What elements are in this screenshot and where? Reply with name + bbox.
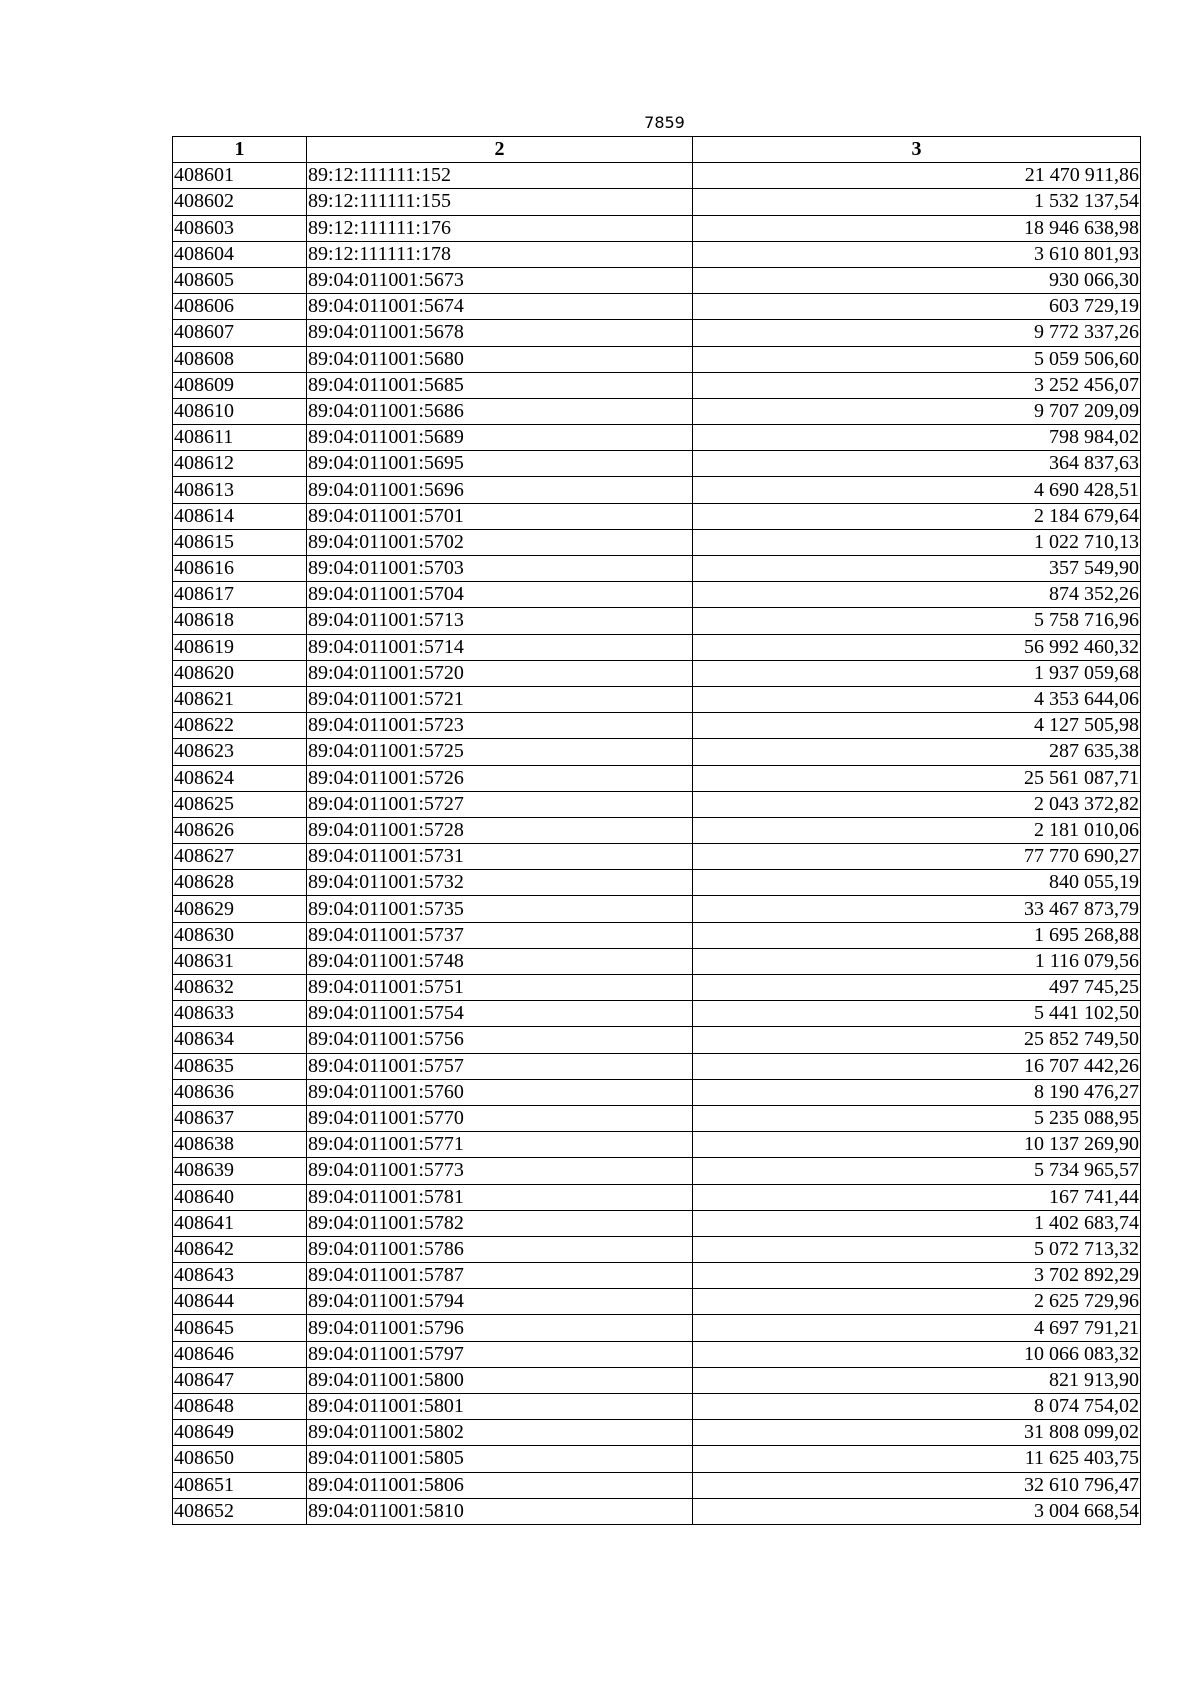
cadastral-number-cell: 89:04:011001:5781	[307, 1184, 693, 1210]
row-number-cell: 408605	[173, 267, 307, 293]
row-number-cell: 408607	[173, 320, 307, 346]
table-row	[173, 791, 1141, 817]
column-header-2: 2	[307, 137, 693, 163]
row-number-cell: 408618	[173, 608, 307, 634]
table-body	[173, 163, 1141, 1525]
cadastral-number-cell: 89:04:011001:5748	[307, 948, 693, 974]
value-cell: 2 625 729,96	[693, 1289, 1141, 1315]
value-cell: 2 043 372,82	[693, 791, 1141, 817]
cadastral-number-cell: 89:04:011001:5720	[307, 660, 693, 686]
value-cell: 21 470 911,86	[693, 163, 1141, 189]
table-row	[173, 975, 1141, 1001]
value-cell: 798 984,02	[693, 425, 1141, 451]
table-row	[173, 739, 1141, 765]
value-cell: 56 992 460,32	[693, 634, 1141, 660]
value-cell: 497 745,25	[693, 975, 1141, 1001]
cadastral-number-cell: 89:04:011001:5725	[307, 739, 693, 765]
row-number-cell: 408630	[173, 922, 307, 948]
table-row	[173, 503, 1141, 529]
value-cell: 4 353 644,06	[693, 686, 1141, 712]
row-number-cell: 408614	[173, 503, 307, 529]
value-cell: 357 549,90	[693, 556, 1141, 582]
cadastral-number-cell: 89:04:011001:5737	[307, 922, 693, 948]
cadastral-number-cell: 89:04:011001:5704	[307, 582, 693, 608]
page-number: 7859	[644, 113, 685, 132]
table-row	[173, 922, 1141, 948]
row-number-cell: 408635	[173, 1053, 307, 1079]
value-cell: 25 852 749,50	[693, 1027, 1141, 1053]
row-number-cell: 408651	[173, 1472, 307, 1498]
value-cell: 5 235 088,95	[693, 1105, 1141, 1131]
table-row	[173, 1027, 1141, 1053]
table-row	[173, 1446, 1141, 1472]
cadastral-number-cell: 89:04:011001:5794	[307, 1289, 693, 1315]
cadastral-number-cell: 89:04:011001:5735	[307, 896, 693, 922]
table-row	[173, 1158, 1141, 1184]
value-cell: 2 181 010,06	[693, 817, 1141, 843]
cadastral-number-cell: 89:04:011001:5802	[307, 1420, 693, 1446]
cadastral-number-cell: 89:04:011001:5723	[307, 713, 693, 739]
cadastral-number-cell: 89:04:011001:5797	[307, 1341, 693, 1367]
value-cell: 16 707 442,26	[693, 1053, 1141, 1079]
row-number-cell: 408616	[173, 556, 307, 582]
cadastral-number-cell: 89:04:011001:5810	[307, 1498, 693, 1524]
row-number-cell: 408631	[173, 948, 307, 974]
table-row	[173, 1079, 1141, 1105]
table-row	[173, 634, 1141, 660]
column-header-1: 1	[173, 137, 307, 163]
value-cell: 25 561 087,71	[693, 765, 1141, 791]
table-row	[173, 608, 1141, 634]
cadastral-number-cell: 89:04:011001:5714	[307, 634, 693, 660]
table-row	[173, 1236, 1141, 1262]
table-row	[173, 1289, 1141, 1315]
row-number-cell: 408606	[173, 294, 307, 320]
cadastral-number-cell: 89:04:011001:5673	[307, 267, 693, 293]
cadastral-number-cell: 89:04:011001:5800	[307, 1367, 693, 1393]
cadastral-number-cell: 89:04:011001:5685	[307, 372, 693, 398]
row-number-cell: 408601	[173, 163, 307, 189]
row-number-cell: 408602	[173, 189, 307, 215]
table-row	[173, 294, 1141, 320]
value-cell: 4 127 505,98	[693, 713, 1141, 739]
cadastral-number-cell: 89:04:011001:5770	[307, 1105, 693, 1131]
value-cell: 8 074 754,02	[693, 1394, 1141, 1420]
row-number-cell: 408636	[173, 1079, 307, 1105]
row-number-cell: 408603	[173, 215, 307, 241]
cadastral-number-cell: 89:04:011001:5754	[307, 1001, 693, 1027]
row-number-cell: 408641	[173, 1210, 307, 1236]
value-cell: 874 352,26	[693, 582, 1141, 608]
row-number-cell: 408608	[173, 346, 307, 372]
value-cell: 840 055,19	[693, 870, 1141, 896]
cadastral-number-cell: 89:04:011001:5713	[307, 608, 693, 634]
value-cell: 5 072 713,32	[693, 1236, 1141, 1262]
row-number-cell: 408642	[173, 1236, 307, 1262]
value-cell: 8 190 476,27	[693, 1079, 1141, 1105]
table-row	[173, 398, 1141, 424]
row-number-cell: 408652	[173, 1498, 307, 1524]
value-cell: 287 635,38	[693, 739, 1141, 765]
row-number-cell: 408622	[173, 713, 307, 739]
value-cell: 4 697 791,21	[693, 1315, 1141, 1341]
row-number-cell: 408611	[173, 425, 307, 451]
row-number-cell: 408617	[173, 582, 307, 608]
row-number-cell: 408638	[173, 1132, 307, 1158]
row-number-cell: 408620	[173, 660, 307, 686]
cadastral-number-cell: 89:04:011001:5805	[307, 1446, 693, 1472]
table-row	[173, 1210, 1141, 1236]
value-cell: 18 946 638,98	[693, 215, 1141, 241]
table-row	[173, 870, 1141, 896]
cadastral-number-cell: 89:04:011001:5686	[307, 398, 693, 424]
row-number-cell: 408644	[173, 1289, 307, 1315]
table-row	[173, 320, 1141, 346]
row-number-cell: 408623	[173, 739, 307, 765]
table-row	[173, 267, 1141, 293]
table-row	[173, 477, 1141, 503]
row-number-cell: 408609	[173, 372, 307, 398]
cadastral-number-cell: 89:04:011001:5757	[307, 1053, 693, 1079]
column-header-3: 3	[693, 137, 1141, 163]
value-cell: 3 610 801,93	[693, 241, 1141, 267]
cadastral-number-cell: 89:04:011001:5773	[307, 1158, 693, 1184]
value-cell: 10 066 083,32	[693, 1341, 1141, 1367]
value-cell: 5 059 506,60	[693, 346, 1141, 372]
table-row	[173, 1053, 1141, 1079]
value-cell: 10 137 269,90	[693, 1132, 1141, 1158]
cadastral-number-cell: 89:04:011001:5703	[307, 556, 693, 582]
cadastral-number-cell: 89:04:011001:5787	[307, 1263, 693, 1289]
cadastral-number-cell: 89:04:011001:5678	[307, 320, 693, 346]
table-row	[173, 686, 1141, 712]
value-cell: 1 937 059,68	[693, 660, 1141, 686]
value-cell: 77 770 690,27	[693, 844, 1141, 870]
header-row	[173, 137, 1141, 163]
row-number-cell: 408649	[173, 1420, 307, 1446]
cadastral-number-cell: 89:04:011001:5674	[307, 294, 693, 320]
value-cell: 32 610 796,47	[693, 1472, 1141, 1498]
value-cell: 3 252 456,07	[693, 372, 1141, 398]
row-number-cell: 408633	[173, 1001, 307, 1027]
table-row	[173, 451, 1141, 477]
cadastral-number-cell: 89:04:011001:5701	[307, 503, 693, 529]
cadastral-number-cell: 89:12:111111:178	[307, 241, 693, 267]
value-cell: 5 758 716,96	[693, 608, 1141, 634]
table-row	[173, 1394, 1141, 1420]
value-cell: 11 625 403,75	[693, 1446, 1141, 1472]
value-cell: 1 116 079,56	[693, 948, 1141, 974]
value-cell: 4 690 428,51	[693, 477, 1141, 503]
cadastral-number-cell: 89:04:011001:5702	[307, 529, 693, 555]
cadastral-number-cell: 89:04:011001:5680	[307, 346, 693, 372]
cadastral-number-cell: 89:04:011001:5806	[307, 1472, 693, 1498]
row-number-cell: 408627	[173, 844, 307, 870]
cadastral-number-cell: 89:04:011001:5696	[307, 477, 693, 503]
table-row	[173, 425, 1141, 451]
row-number-cell: 408610	[173, 398, 307, 424]
table-row	[173, 1472, 1141, 1498]
row-number-cell: 408637	[173, 1105, 307, 1131]
row-number-cell: 408645	[173, 1315, 307, 1341]
value-cell: 930 066,30	[693, 267, 1141, 293]
value-cell: 3 004 668,54	[693, 1498, 1141, 1524]
value-cell: 1 695 268,88	[693, 922, 1141, 948]
value-cell: 1 532 137,54	[693, 189, 1141, 215]
value-cell: 1 402 683,74	[693, 1210, 1141, 1236]
cadastral-number-cell: 89:04:011001:5727	[307, 791, 693, 817]
cadastral-number-cell: 89:04:011001:5782	[307, 1210, 693, 1236]
value-cell: 3 702 892,29	[693, 1263, 1141, 1289]
row-number-cell: 408640	[173, 1184, 307, 1210]
row-number-cell: 408613	[173, 477, 307, 503]
row-number-cell: 408648	[173, 1394, 307, 1420]
table-row	[173, 163, 1141, 189]
cadastral-number-cell: 89:04:011001:5695	[307, 451, 693, 477]
value-cell: 603 729,19	[693, 294, 1141, 320]
row-number-cell: 408625	[173, 791, 307, 817]
table-row	[173, 1315, 1141, 1341]
value-cell: 9 707 209,09	[693, 398, 1141, 424]
row-number-cell: 408639	[173, 1158, 307, 1184]
cadastral-number-cell: 89:12:111111:176	[307, 215, 693, 241]
row-number-cell: 408624	[173, 765, 307, 791]
row-number-cell: 408619	[173, 634, 307, 660]
table-row	[173, 765, 1141, 791]
table-row	[173, 556, 1141, 582]
cadastral-number-cell: 89:04:011001:5689	[307, 425, 693, 451]
table-row	[173, 1184, 1141, 1210]
table-row	[173, 1341, 1141, 1367]
table-row	[173, 1367, 1141, 1393]
value-cell: 1 022 710,13	[693, 529, 1141, 555]
table-row	[173, 844, 1141, 870]
table-row	[173, 1263, 1141, 1289]
table-row	[173, 1001, 1141, 1027]
table-row	[173, 372, 1141, 398]
cadastral-number-cell: 89:04:011001:5786	[307, 1236, 693, 1262]
row-number-cell: 408604	[173, 241, 307, 267]
table-row	[173, 660, 1141, 686]
cadastral-number-cell: 89:12:111111:155	[307, 189, 693, 215]
cadastral-number-cell: 89:04:011001:5732	[307, 870, 693, 896]
table-header	[173, 137, 1141, 163]
row-number-cell: 408615	[173, 529, 307, 555]
cadastral-number-cell: 89:04:011001:5760	[307, 1079, 693, 1105]
cadastral-number-cell: 89:04:011001:5771	[307, 1132, 693, 1158]
row-number-cell: 408626	[173, 817, 307, 843]
row-number-cell: 408647	[173, 1367, 307, 1393]
table-row	[173, 582, 1141, 608]
value-cell: 5 734 965,57	[693, 1158, 1141, 1184]
value-cell: 9 772 337,26	[693, 320, 1141, 346]
registry-table	[172, 136, 1141, 1525]
table-row	[173, 1132, 1141, 1158]
cadastral-number-cell: 89:04:011001:5801	[307, 1394, 693, 1420]
value-cell: 33 467 873,79	[693, 896, 1141, 922]
row-number-cell: 408621	[173, 686, 307, 712]
cadastral-number-cell: 89:04:011001:5721	[307, 686, 693, 712]
value-cell: 821 913,90	[693, 1367, 1141, 1393]
row-number-cell: 408628	[173, 870, 307, 896]
table-row	[173, 817, 1141, 843]
cadastral-number-cell: 89:04:011001:5731	[307, 844, 693, 870]
row-number-cell: 408629	[173, 896, 307, 922]
row-number-cell: 408646	[173, 1341, 307, 1367]
value-cell: 2 184 679,64	[693, 503, 1141, 529]
table-row	[173, 896, 1141, 922]
cadastral-number-cell: 89:04:011001:5728	[307, 817, 693, 843]
row-number-cell: 408612	[173, 451, 307, 477]
table-row	[173, 529, 1141, 555]
value-cell: 5 441 102,50	[693, 1001, 1141, 1027]
cadastral-number-cell: 89:04:011001:5796	[307, 1315, 693, 1341]
row-number-cell: 408643	[173, 1263, 307, 1289]
table-row	[173, 713, 1141, 739]
table-row	[173, 948, 1141, 974]
cadastral-number-cell: 89:04:011001:5756	[307, 1027, 693, 1053]
value-cell: 364 837,63	[693, 451, 1141, 477]
cadastral-number-cell: 89:04:011001:5751	[307, 975, 693, 1001]
row-number-cell: 408634	[173, 1027, 307, 1053]
cadastral-number-cell: 89:12:111111:152	[307, 163, 693, 189]
table-row	[173, 215, 1141, 241]
table-row	[173, 1498, 1141, 1524]
table-row	[173, 241, 1141, 267]
row-number-cell: 408632	[173, 975, 307, 1001]
table-row	[173, 1420, 1141, 1446]
value-cell: 167 741,44	[693, 1184, 1141, 1210]
table-row	[173, 346, 1141, 372]
table-row	[173, 189, 1141, 215]
cadastral-number-cell: 89:04:011001:5726	[307, 765, 693, 791]
row-number-cell: 408650	[173, 1446, 307, 1472]
table-row	[173, 1105, 1141, 1131]
value-cell: 31 808 099,02	[693, 1420, 1141, 1446]
